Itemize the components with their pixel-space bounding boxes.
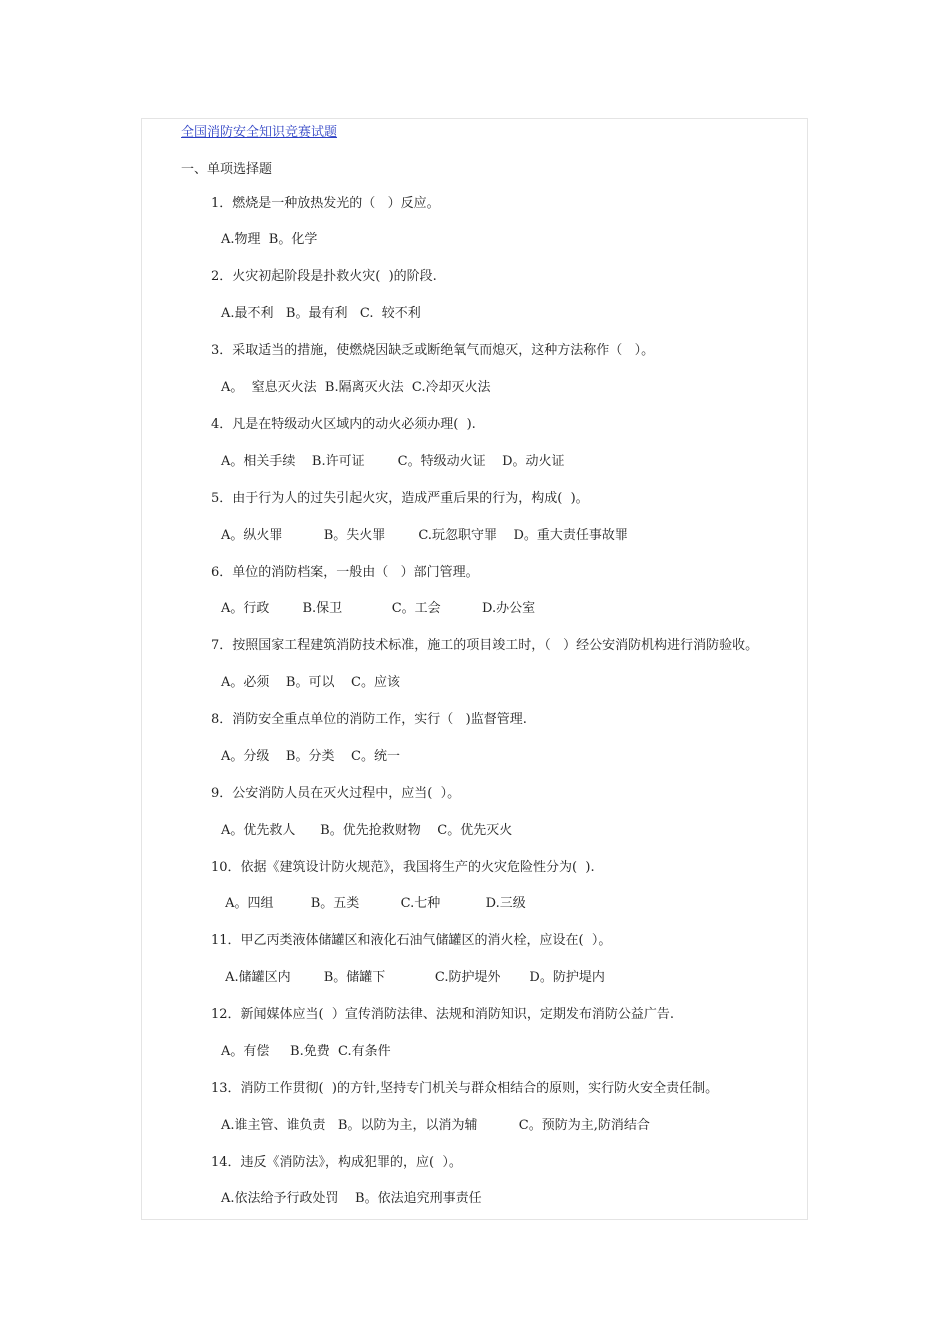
question-1: 1．燃烧是一种放热发光的（ ）反应。 [211,196,440,211]
options-4: A。相关手续 B.许可证 C。特级动火证 D。动火证 [221,454,565,469]
question-6: 6．单位的消防档案，一般由（ ）部门管理。 [211,565,479,580]
question-7: 7．按照国家工程建筑消防技术标准，施工的项目竣工时，（ ）经公安消防机构进行消防验收。 [211,638,759,653]
options-14: A.依法给予行政处罚 B。依法追究刑事责任 [221,1191,482,1206]
options-11: A.储罐区内 B。储罐下 C.防护堤外 D。防护堤内 [221,970,605,985]
options-5: A。纵火罪 B。失火罪 C.玩忽职守罪 D。重大责任事故罪 [221,528,628,543]
question-11: 11．甲乙丙类液体储罐区和液化石油气储罐区的消火栓，应设在( ）。 [211,933,612,948]
document-title-link[interactable]: 全国消防安全知识竞赛试题 [181,125,338,140]
options-13: A.谁主管、谁负责 B。以防为主，以消为辅 C。预防为主,防消结合 [221,1118,650,1133]
options-3: A。 窒息灭火法 B.隔离灭火法 C.冷却灭火法 [221,380,491,395]
question-13: 13．消防工作贯彻( )的方针,坚持专门机关与群众相结合的原则，实行防火安全责任制。 [211,1081,719,1096]
options-12: A。有偿 B.免费 C.有条件 [221,1044,391,1059]
options-6: A。行政 B.保卫 C。工会 D.办公室 [221,601,536,616]
question-12: 12．新闻媒体应当( ）宣传消防法律、法规和消防知识，定期发布消防公益广告. [211,1007,675,1022]
question-8: 8．消防安全重点单位的消防工作，实行（ )监督管理. [211,712,527,727]
question-14: 14．违反《消防法》，构成犯罪的，应( ）。 [211,1155,462,1170]
options-7: A。必须 B。可以 C。应该 [221,675,400,690]
question-10: 10．依据《建筑设计防火规范》，我国将生产的火灾危险性分为( ). [211,860,595,875]
options-1: A.物理 B。化学 [221,232,318,247]
question-2: 2．火灾初起阶段是扑救火灾( )的阶段. [211,269,437,284]
options-8: A。分级 B。分类 C。统一 [221,749,400,764]
question-3: 3．采取适当的措施，使燃烧因缺乏或断绝氧气而熄灭，这种方法称作（ ）。 [211,343,655,358]
options-10: A。四组 B。五类 C.七种 D.三级 [221,896,526,911]
question-4: 4．凡是在特级动火区域内的动火必须办理( ). [211,417,476,432]
options-2: A.最不利 B。最有利 C. 较不利 [221,306,421,321]
section-heading: 一、单项选择题 [181,162,273,177]
question-5: 5．由于行为人的过失引起火灾，造成严重后果的行为，构成( )。 [211,491,589,506]
question-9: 9．公安消防人员在灭火过程中，应当( ）。 [211,786,461,801]
options-9: A。优先救人 B。优先抢救财物 C。优先灭火 [221,823,513,838]
